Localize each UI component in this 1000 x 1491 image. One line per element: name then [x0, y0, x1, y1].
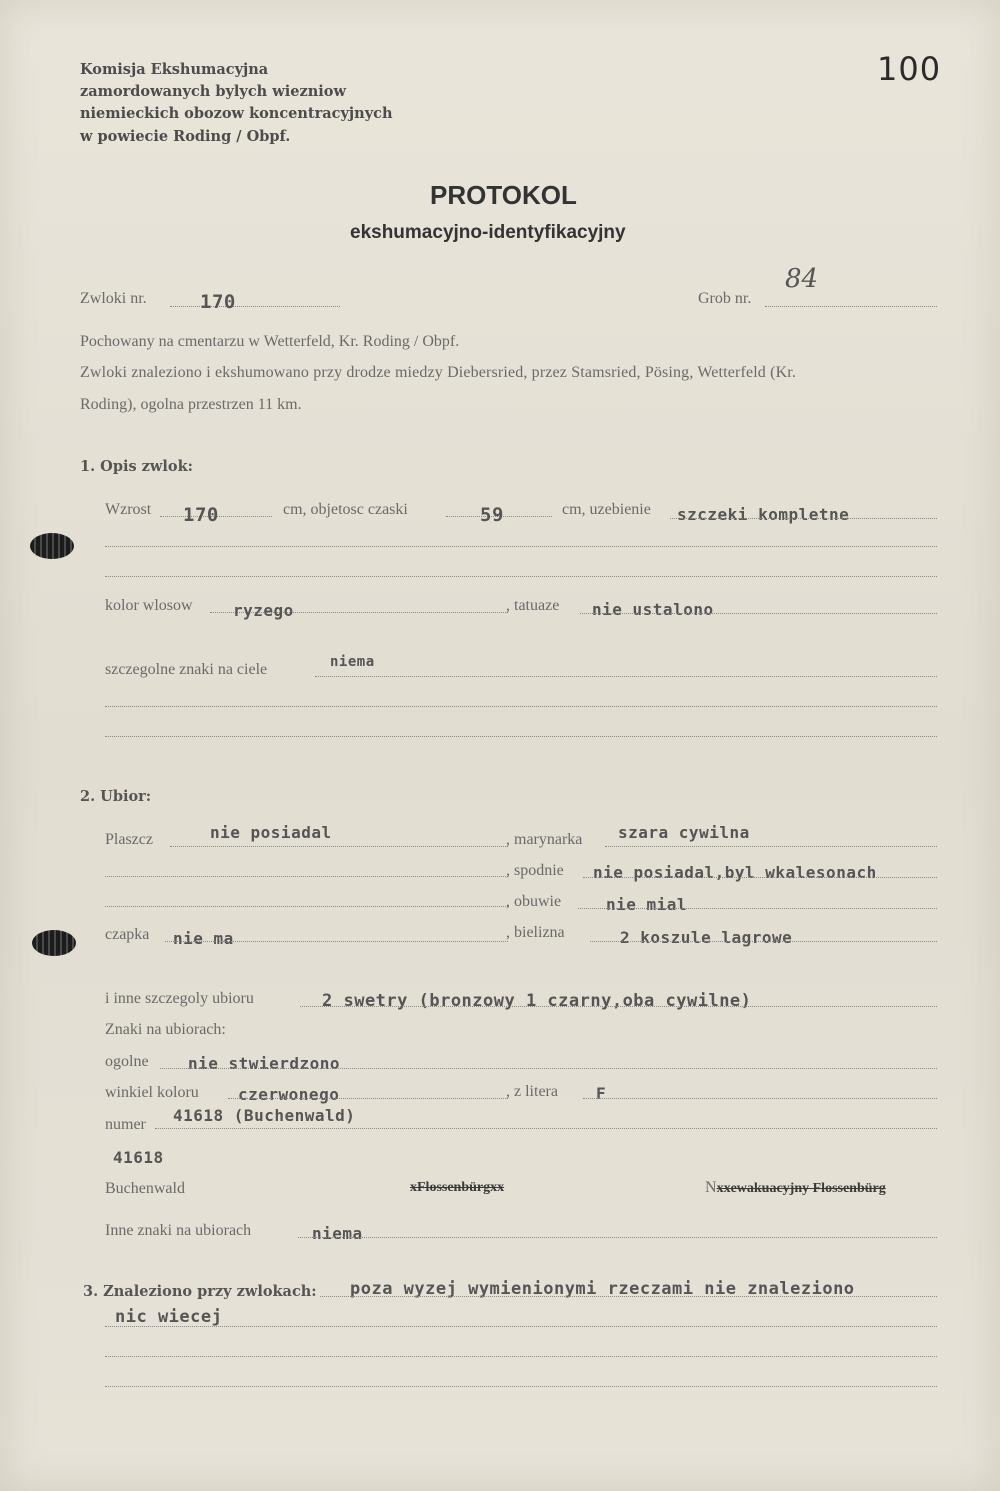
section-1-heading: 1. Opis zwlok: — [80, 458, 193, 475]
inne-znaki-label: Inne znaki na ubiorach — [105, 1222, 252, 1239]
section-3-value-line1: poza wyzej wymienionymi rzeczami nie znaleziono — [350, 1279, 855, 1299]
bielizna-value: 2 koszule lagrowe — [620, 928, 793, 947]
inne-znaki-value: niema — [312, 1224, 363, 1243]
znaki-value: niema — [330, 654, 375, 670]
znaki-label: szczegolne znaki na ciele — [105, 661, 268, 678]
czaszka-value: 59 — [480, 504, 504, 526]
buried-text: Pochowany na cmentarzu w Wetterfeld, Kr. Roding / Obpf. — [80, 333, 460, 350]
zwloki-label: Zwloki nr. — [80, 290, 147, 307]
marynarka-label: , marynarka — [506, 831, 583, 848]
document-title: PROTOKOL — [430, 180, 577, 210]
org-line-4: w powiecie Roding / Obpf. — [80, 128, 291, 145]
wzrost-label: Wzrost — [105, 501, 152, 518]
org-line-3: niemieckich obozow koncentracyjnych — [80, 105, 393, 122]
numer-value: 41618 (Buchenwald) — [173, 1106, 356, 1125]
document-subtitle: ekshumacyjno-identyfikacyjny — [350, 222, 626, 243]
czapka-value: nie ma — [173, 929, 234, 948]
obuwie-value: nie mial — [606, 895, 688, 914]
winkiel-label: winkiel koloru — [105, 1084, 199, 1101]
inne-label: i inne szczegoly ubioru — [105, 990, 254, 1007]
nr-ewak — [705, 1179, 886, 1197]
page-number: 100 — [877, 50, 942, 88]
section-3-value-line2: nic wiecej — [115, 1307, 223, 1327]
numer2-value: 41618 — [113, 1148, 164, 1167]
kolor-value: ryzego — [233, 601, 294, 620]
grob-value: 84 — [785, 264, 819, 294]
wzrost-value: 170 — [183, 504, 219, 526]
uzebienie-label: cm, uzebienie — [562, 501, 651, 518]
org-line-2: zamordowanych bylych wiezniow — [80, 83, 346, 100]
zwloki-value: 170 — [200, 291, 236, 313]
buchenwald-label: Buchenwald — [105, 1180, 185, 1197]
plaszcz-label: Plaszcz — [105, 831, 153, 848]
nr-ewak-struck: xxewakuacyjny Flossenbürg — [716, 1181, 886, 1196]
ogolne-label: ogolne — [105, 1053, 149, 1070]
nr-ewak-prefix: N — [705, 1179, 717, 1196]
kolor-label: kolor wlosow — [105, 597, 193, 614]
punch-hole-top — [30, 533, 74, 559]
tatuaze-value: nie ustalono — [592, 600, 714, 619]
litera-label: , z litera — [506, 1083, 558, 1100]
marynarka-value: szara cywilna — [618, 823, 750, 842]
spodnie-label: , spodnie — [506, 862, 564, 879]
inne-value: 2 swetry (bronzowy 1 czarny,oba cywilne) — [322, 991, 752, 1011]
section-2-heading: 2. Ubior: — [80, 788, 152, 805]
uzebienie-value: szczeki kompletne — [677, 505, 850, 524]
found-line-1: Zwloki znaleziono i ekshumowano przy drodze miedzy Diebersried, przez Stamsried, Pösing, Wetterfeld (Kr. — [80, 364, 797, 381]
spodnie-value: nie posiadal,byl wkalesonach — [593, 863, 877, 882]
found-line-2: Roding), ogolna przestrzen 11 km. — [80, 396, 302, 413]
obuwie-label: , obuwie — [506, 893, 562, 910]
flossenburg-struck: xFlossenbürgxx — [410, 1180, 505, 1195]
punch-hole-bottom — [32, 930, 76, 956]
section-3-heading: 3. Znaleziono przy zwlokach: — [83, 1283, 317, 1300]
plaszcz-value: nie posiadal — [210, 823, 332, 842]
czapka-label: czapka — [105, 926, 150, 943]
tatuaze-label: , tatuaze — [506, 597, 560, 614]
znaki-ubior-label: Znaki na ubiorach: — [105, 1021, 226, 1038]
litera-value: F — [596, 1084, 607, 1103]
ogolne-value: nie stwierdzono — [188, 1054, 340, 1073]
winkiel-value: czerwonego — [238, 1085, 340, 1104]
numer-label: numer — [105, 1116, 146, 1133]
org-line-1: Komisja Ekshumacyjna — [80, 61, 269, 78]
grob-label: Grob nr. — [698, 290, 752, 307]
bielizna-label: , bielizna — [506, 924, 565, 941]
czaszka-label: cm, objetosc czaski — [283, 501, 408, 518]
